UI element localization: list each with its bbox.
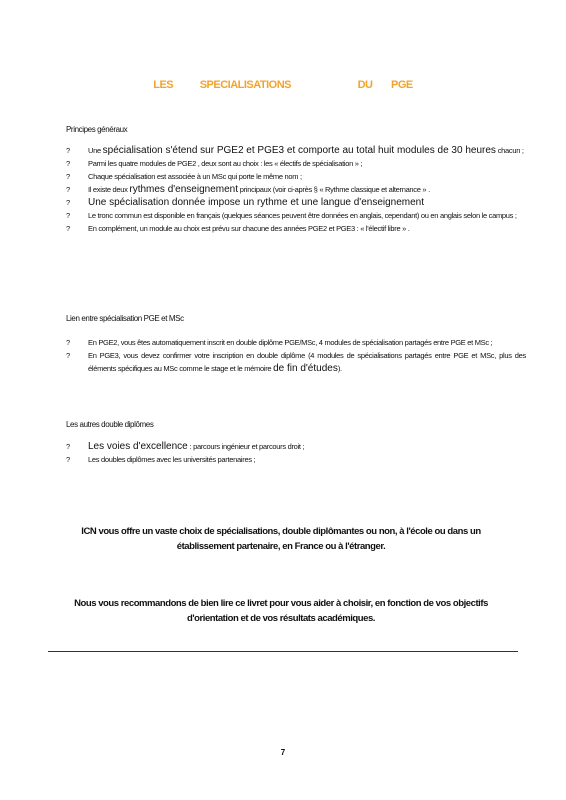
item-text: Le tronc commun est disponible en français (quelques séances peuvent être données en anglais, cependant) ou en anglais selon le campus ; <box>88 211 517 220</box>
title-word: DU <box>357 79 373 91</box>
item-text: principaux (voir ci-après § « Rythme classique et alternance » . <box>238 185 430 194</box>
bullet-icon: ? <box>66 351 70 360</box>
item-text: chacun ; <box>495 146 524 155</box>
item-text: : parcours ingénieur et parcours droit ; <box>187 442 305 451</box>
title-word: SPECIALISATIONS <box>199 79 292 91</box>
item-emphasis: rythmes d'enseignement <box>129 184 238 195</box>
item-emphasis: Une spécialisation donnée impose un rythme et une langue d'enseignement <box>88 197 425 208</box>
section-heading-link: Lien entre spécialisation PGE et MSc <box>66 314 184 323</box>
item-text: En PGE3, vous devez confirmer votre inscription en double diplôme (4 modules de spécialisations partagés entre PGE et MSc, plus des éléments spécifiques au MSc comme le stage et le mémoire <box>88 351 526 373</box>
title-word: LES <box>153 79 174 91</box>
list-item <box>66 171 526 184</box>
item-emphasis: Les voies d'excellence <box>88 441 188 452</box>
bullet-icon: ? <box>66 338 70 347</box>
list-item <box>66 454 526 467</box>
bullet-icon: ? <box>66 442 70 451</box>
other-diplomas-list <box>66 441 526 467</box>
bullet-icon: ? <box>66 172 70 181</box>
item-text: Parmi les quatre modules de PGE2 , deux sont au choix : les « électifs de spécialisation » ; <box>88 159 363 168</box>
bullet-icon: ? <box>66 185 70 194</box>
horizontal-divider <box>48 651 518 652</box>
conclusion-paragraph-1: ICN vous offre un vaste choix de spécialisations, double diplômantes ou non, à l'école ou dans un établissement partenaire, en France ou à l'étranger. <box>81 526 481 552</box>
item-emphasis: spécialisation s'étend sur PGE2 et PGE3 et comporte au total huit modules de 30 heures <box>102 145 496 156</box>
item-text: En PGE2, vous êtes automatiquement inscrit en double diplôme PGE/MSc, 4 modules de spécialisation partagés entre PGE et MSc ; <box>88 338 493 347</box>
list-item <box>66 145 526 158</box>
bullet-icon: ? <box>66 224 70 233</box>
bullet-icon: ? <box>66 211 70 220</box>
item-text: Chaque spécialisation est associée à un MSc qui porte le même nom ; <box>88 172 302 181</box>
bullet-icon: ? <box>66 455 70 464</box>
principles-list <box>66 145 526 236</box>
page-number: 7 <box>280 748 286 757</box>
section-heading-other: Les autres double diplômes <box>66 420 154 429</box>
bullet-icon: ? <box>66 159 70 168</box>
bullet-icon: ? <box>66 198 71 207</box>
bullet-icon: ? <box>66 146 70 155</box>
list-item <box>66 350 526 375</box>
list-item <box>66 184 526 197</box>
list-item <box>66 210 526 223</box>
item-emphasis: de fin d'études <box>273 362 338 374</box>
title-word: PGE <box>391 79 413 91</box>
list-item <box>66 197 526 210</box>
item-text: ). <box>337 363 342 373</box>
link-list <box>66 337 526 376</box>
item-text: Il existe deux <box>88 185 130 194</box>
list-item <box>66 223 526 236</box>
item-text: En complément, un module au choix est prévu sur chacune des années PGE2 et PGE3 : « l'électif libre » . <box>88 224 410 233</box>
conclusion-paragraph-2: Nous vous recommandons de bien lire ce livret pour vous aider à choisir, en fonction de vos objectifs d'orientation et de vos résultats académiques. <box>74 598 488 624</box>
list-item <box>66 337 526 350</box>
list-item <box>66 158 526 171</box>
list-item <box>66 441 526 454</box>
item-text: Les doubles diplômes avec les universités partenaires ; <box>88 455 256 464</box>
document-title <box>0 79 566 91</box>
section-heading-principles: Principes généraux <box>66 125 128 134</box>
item-text: Une <box>88 146 103 155</box>
